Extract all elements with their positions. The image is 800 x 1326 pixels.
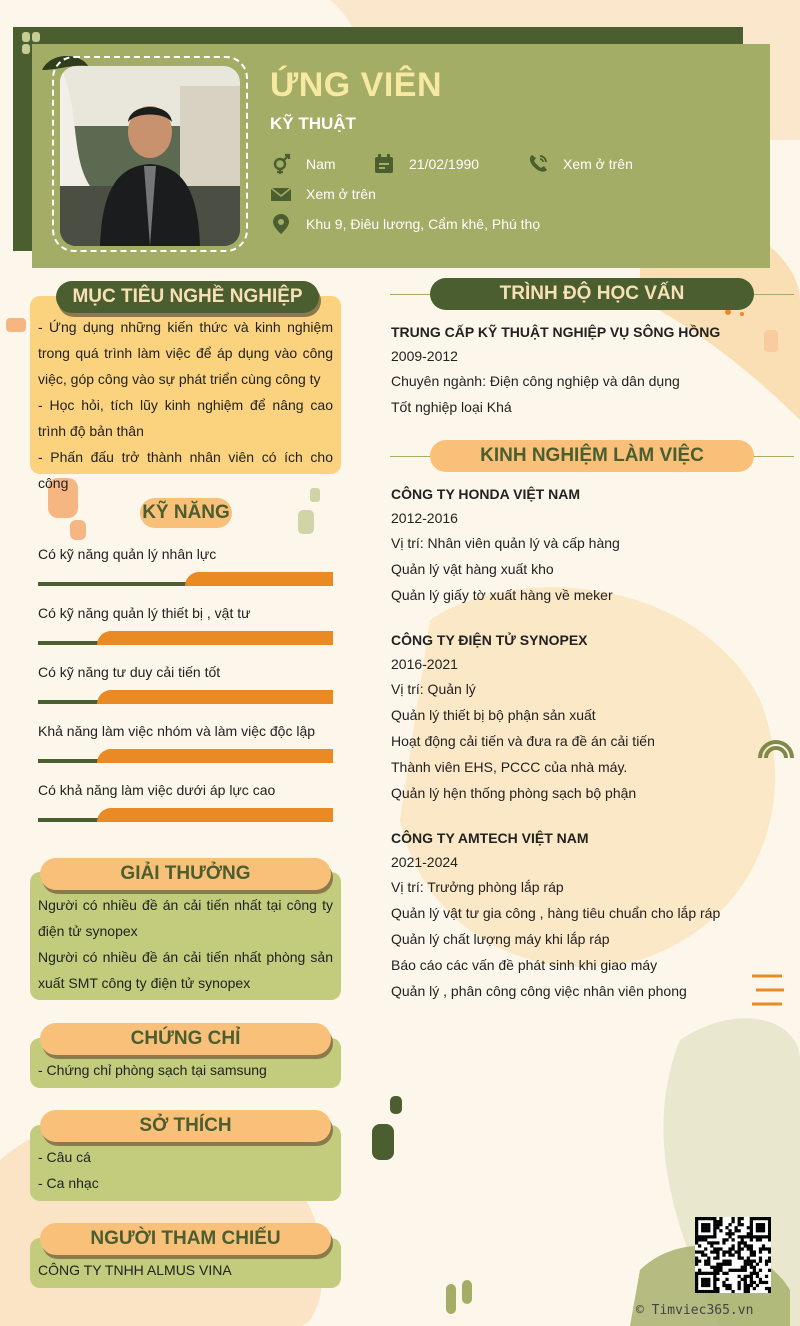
phone-value: Xem ở trên bbox=[563, 156, 633, 172]
hobby-line: - Câu cá bbox=[38, 1149, 91, 1165]
references-title: NGƯỜI THAM CHIẾU bbox=[40, 1223, 331, 1255]
job-detail: Quản lý vật tư gia công , hàng tiêu chuẩn cho lắp ráp bbox=[391, 905, 721, 921]
skill-bar-fill bbox=[97, 690, 333, 704]
job-detail: Quản lý thiết bị bộ phận sản xuất bbox=[391, 707, 596, 723]
calendar-icon bbox=[373, 153, 395, 175]
objective-text bbox=[38, 314, 333, 496]
job-company: CÔNG TY ĐIỆN TỬ SYNOPEX bbox=[391, 632, 588, 648]
birthday-info bbox=[373, 153, 479, 175]
job-detail: Vị trí: Quản lý bbox=[391, 681, 476, 697]
location-pin-icon bbox=[270, 213, 292, 235]
address-info bbox=[270, 213, 540, 235]
avatar bbox=[60, 66, 240, 246]
job-detail: Quản lý giấy tờ xuất hàng về meker bbox=[391, 587, 613, 603]
candidate-position: KỸ THUẬT bbox=[270, 114, 356, 133]
job-detail: Vị trí: Trưởng phòng lắp ráp bbox=[391, 879, 564, 895]
skill-bar-fill bbox=[97, 631, 333, 645]
skill-label: Khả năng làm việc nhóm và làm việc độc lập bbox=[38, 723, 316, 739]
education-line: Tốt nghiệp loại Khá bbox=[391, 399, 512, 415]
job-detail: Quản lý chất lượng máy khi lắp ráp bbox=[391, 931, 610, 947]
job-company: CÔNG TY AMTECH VIỆT NAM bbox=[391, 830, 589, 846]
skill-label: Có kỹ năng quản lý thiết bị , vật tư bbox=[38, 605, 251, 621]
email-icon bbox=[270, 183, 292, 205]
skills-title: KỸ NĂNG bbox=[140, 498, 232, 528]
phone-icon bbox=[527, 153, 549, 175]
qr-code-icon bbox=[695, 1217, 771, 1293]
gender-icon bbox=[270, 153, 292, 175]
skill-label: Có khả năng làm việc dưới áp lực cao bbox=[38, 782, 276, 798]
skill-label: Có kỹ năng quản lý nhân lực bbox=[38, 546, 217, 562]
job-detail: Hoạt động cải tiến và đưa ra đề án cải tiến bbox=[391, 733, 655, 749]
job-detail: Vị trí: Nhân viên quản lý và cấp hàng bbox=[391, 535, 620, 551]
gender-info bbox=[270, 153, 336, 175]
awards-title: GIẢI THƯỞNG bbox=[40, 858, 331, 890]
reference-line: CÔNG TY TNHH ALMUS VINA bbox=[38, 1262, 232, 1278]
education-period: 2009-2012 bbox=[391, 348, 458, 364]
email-info bbox=[270, 183, 376, 205]
award-line: Người có nhiều đề án cải tiến nhất phòng sản xuất SMT công ty điện tử synopex bbox=[38, 949, 333, 991]
certificate-line: - Chứng chỉ phòng sạch tại samsung bbox=[38, 1062, 267, 1078]
objective-line: - Ứng dụng những kiến thức và kinh nghiệm trong quá trình làm việc để áp dụng vào công việc, góp công vào sự phát triển cùng công ty bbox=[38, 319, 333, 387]
skill-bar-fill bbox=[97, 749, 333, 763]
phone-info bbox=[527, 153, 633, 175]
skill-bar-fill bbox=[97, 808, 333, 822]
experience-title: KINH NGHIỆM LÀM VIỆC bbox=[430, 440, 754, 472]
job-detail: Báo cáo các vấn đề phát sinh khi giao máy bbox=[391, 957, 658, 973]
gender-value: Nam bbox=[306, 156, 336, 172]
birthday-value: 21/02/1990 bbox=[409, 156, 480, 172]
job-detail: Thành viên EHS, PCCC của nhà máy. bbox=[391, 759, 628, 775]
skill-bar-fill bbox=[185, 572, 333, 586]
candidate-name: ỨNG VIÊN bbox=[270, 66, 443, 104]
objective-line: - Phấn đấu trở thành nhân viên có ích cho công bbox=[38, 449, 333, 491]
awards-text bbox=[38, 892, 333, 996]
education-line: Chuyên ngành: Điện công nghiệp và dân dụng bbox=[391, 373, 680, 389]
objective-title: MỤC TIÊU NGHỀ NGHIỆP bbox=[56, 281, 319, 313]
job-company: CÔNG TY HONDA VIỆT NAM bbox=[391, 486, 581, 502]
watermark: © Timviec365.vn bbox=[636, 1303, 754, 1318]
job-period: 2016-2021 bbox=[391, 656, 458, 672]
objective-line: - Học hỏi, tích lũy kinh nghiệm để nâng cao trình độ bản thân bbox=[38, 397, 333, 439]
certificates-title: CHỨNG CHỈ bbox=[40, 1023, 331, 1055]
job-period: 2021-2024 bbox=[391, 854, 458, 870]
education-school: TRUNG CẤP KỸ THUẬT NGHIỆP VỤ SÔNG HỒNG bbox=[391, 324, 721, 340]
job-detail: Quản lý hện thống phòng sạch bộ phận bbox=[391, 785, 637, 801]
job-period: 2012-2016 bbox=[391, 510, 458, 526]
skill-label: Có kỹ năng tư duy cải tiến tốt bbox=[38, 664, 221, 680]
job-detail: Quản lý , phân công công việc nhân viên phong bbox=[391, 983, 687, 999]
education-title: TRÌNH ĐỘ HỌC VẤN bbox=[430, 278, 754, 310]
hobbies-title: SỞ THÍCH bbox=[40, 1110, 331, 1142]
address-value: Khu 9, Điêu lương, Cẩm khê, Phú thọ bbox=[306, 216, 541, 232]
hobby-line: - Ca nhạc bbox=[38, 1175, 99, 1191]
email-value: Xem ở trên bbox=[306, 186, 376, 202]
job-detail: Quản lý vật hàng xuất kho bbox=[391, 561, 554, 577]
avatar-photo-icon bbox=[60, 66, 240, 246]
award-line: Người có nhiều đề án cải tiến nhất tại công ty điện tử synopex bbox=[38, 897, 333, 939]
